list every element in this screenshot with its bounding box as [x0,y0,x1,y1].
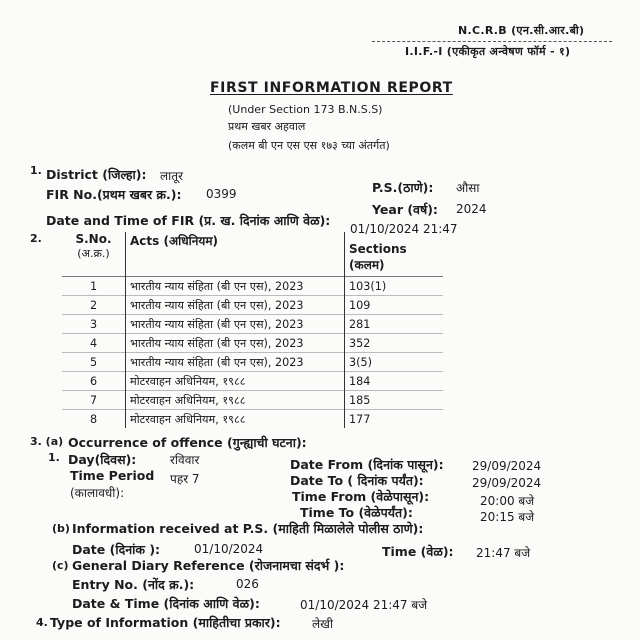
section-cell: 177 [345,410,444,429]
diary-datetime-label: Date & Time (दिनांक आणि वेळ): [72,596,260,611]
entry-number-value: 026 [236,577,259,591]
info-time-value: 21:47 बजे [476,546,531,560]
section-cell: 352 [345,334,444,353]
district-value: लातूर [160,169,183,183]
date-to-label: Date To ( दिनांक पर्यंत): [290,473,424,488]
info-time-label: Time (वेळ): [382,544,454,559]
page-title: FIRST INFORMATION REPORT [210,80,453,96]
section-2-number: 2. [30,232,42,245]
sno-header-label-mr: (अ.क्र.) [77,247,110,260]
ps-value: औसा [456,181,480,195]
act-cell: मोटरवाहन अधिनियम, १९८८ [126,391,345,410]
table-row [62,372,443,391]
fir-datetime-value: 01/10/2024 21:47 [350,222,458,236]
table-row [62,391,443,410]
section-3b-number: (b) [52,522,70,535]
section-cell: 185 [345,391,444,410]
sno-header-label: S.No. [75,232,112,246]
subtitle-section: (कलम बी एन एस एस १७३ च्या अंतर्गत) [228,139,390,152]
time-from-label: Time From (वेळेपासून): [292,489,430,504]
act-cell: भारतीय न्याय संहिता (बी एन एस), 2023 [126,277,345,296]
day-label: Day(दिवस): [68,452,137,467]
fir-datetime-label: Date and Time of FIR (प्र. ख. दिनांक आणि वेळ): [46,213,331,228]
section-cell: 109 [345,296,444,315]
act-cell: भारतीय न्याय संहिता (बी एन एस), 2023 [126,334,345,353]
time-to-label: Time To (वेळेपर्यंत): [300,505,413,520]
fir-value: 0399 [206,187,237,201]
table-row [62,334,443,353]
date-from-label: Date From (दिनांक पासून): [290,457,444,472]
info-date-value: 01/10/2024 [194,542,264,556]
act-cell: भारतीय न्याय संहिता (बी एन एस), 2023 [126,296,345,315]
time-period-value: पहर 7 [170,472,200,486]
time-period-label: Time Period [70,468,155,483]
sno-cell: 5 [62,353,126,372]
info-received-label: Information received at P.S. (माहिती मिळालेले पोलीस ठाणे): [72,521,424,536]
diary-datetime-value: 01/10/2024 21:47 बजे [300,598,428,612]
section-cell: 103(1) [345,277,444,296]
table-row [62,277,443,296]
act-cell: मोटरवाहन अधिनियम, १९८८ [126,372,345,391]
year-value: 2024 [456,202,487,216]
item-1-number: 1. [48,451,60,464]
acts-header: Acts (अधिनियम) [126,232,345,277]
table-row [62,315,443,334]
acts-table [62,232,443,428]
sno-cell: 1 [62,277,126,296]
sno-cell: 6 [62,372,126,391]
sno-cell: 8 [62,410,126,429]
info-type-label: Type of Information (माहितीचा प्रकार): [50,615,281,630]
sections-header: Sections (कलम) [349,242,407,272]
act-cell: भारतीय न्याय संहिता (बी एन एस), 2023 [126,353,345,372]
section-3a-number: 3. (a) [30,435,64,448]
act-cell: भारतीय न्याय संहिता (बी एन एस), 2023 [126,315,345,334]
date-to-value: 29/09/2024 [472,476,542,490]
sno-header [62,232,126,277]
section-4-number: 4. [36,616,48,629]
date-from-value: 29/09/2024 [472,459,542,473]
section-3c-number: (c) [52,559,69,572]
time-period-label-mr: (कालावधी): [70,486,125,500]
day-value: रविवार [170,453,200,467]
subtitle-marathi: प्रथम खबर अहवाल [228,120,306,133]
sno-cell: 2 [62,296,126,315]
acts-table-header [62,232,443,277]
info-date-label: Date (दिनांक ): [72,542,161,557]
section-1-number: 1. [30,164,42,177]
table-row [62,353,443,372]
time-from-value: 20:00 बजे [480,494,535,508]
ps-label: P.S.(ठाणे): [372,180,434,195]
year-label: Year (वर्ष): [372,202,438,217]
section-cell: 281 [345,315,444,334]
iif-header: I.I.F.-I (एकीकृत अन्वेषण फॉर्म - १) [405,45,571,58]
section-cell: 184 [345,372,444,391]
ncrb-header: N.C.R.B (एन.सी.आर.बी) [458,24,585,37]
header-divider [372,41,612,42]
diary-reference-label: General Diary Reference (रोजनामचा संदर्भ ): [72,558,345,573]
section-cell: 3(5) [345,353,444,372]
act-cell: मोटरवाहन अधिनियम, १९८८ [126,410,345,429]
fir-label: FIR No.(प्रथम खबर क्र.): [46,187,182,202]
subtitle: (Under Section 173 B.N.S.S) [228,103,383,116]
time-to-value: 20:15 बजे [480,510,535,524]
info-type-value: लेखी [312,617,334,631]
sno-cell: 4 [62,334,126,353]
table-row [62,410,443,429]
sno-cell: 7 [62,391,126,410]
sno-cell: 3 [62,315,126,334]
district-label: District (जिल्हा): [46,167,147,182]
table-row [62,296,443,315]
entry-number-label: Entry No. (नोंद क्र.): [72,577,195,592]
occurrence-label: Occurrence of offence (गुन्ह्याची घटना): [68,435,307,450]
